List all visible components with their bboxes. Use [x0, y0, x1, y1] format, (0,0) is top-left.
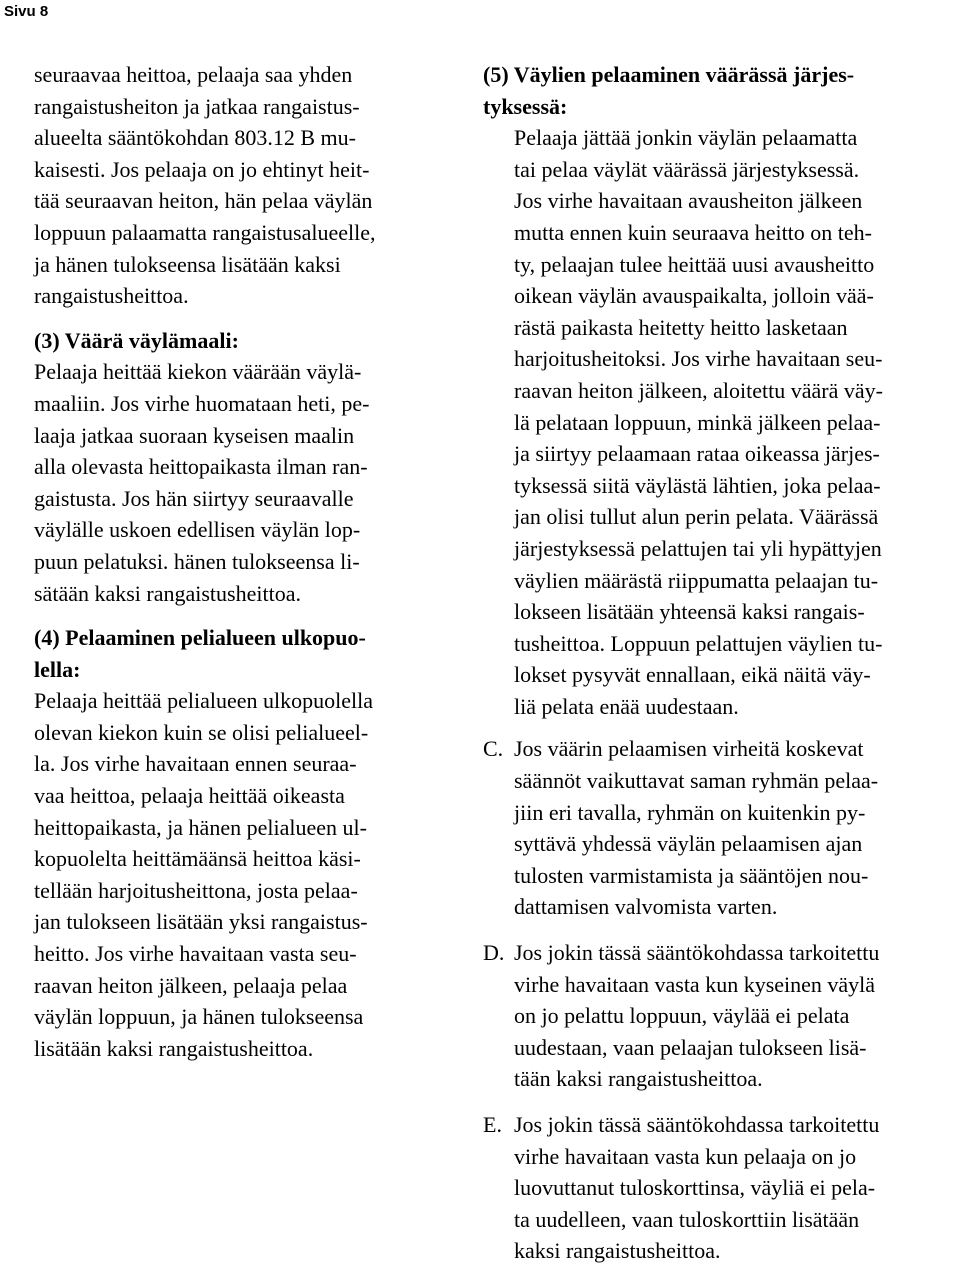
text-line: tusheittoa. Loppuun pelattujen väylien tu- [514, 630, 883, 656]
text-line: väylän loppuun, ja hänen tulokseensa [34, 1004, 364, 1030]
text-line: ty, pelaajan tulee heittää uusi avausheitto [514, 251, 875, 277]
text-line: kaksi rangaistusheittoa. [514, 1238, 721, 1264]
text-line: raavan heiton jälkeen, aloitettu väärä väy- [514, 377, 883, 403]
text-line: heittopaikasta, ja hänen pelialueen ul- [34, 814, 367, 840]
right-column [483, 59, 938, 1267]
text-line: Jos väärin pelaamisen virheitä koskevat [514, 736, 864, 762]
text-line: Jos jokin tässä sääntökohdassa tarkoitettu [514, 1112, 880, 1137]
text-line: tyksessä siitä väylästä lähtien, joka pelaa- [514, 472, 881, 498]
text-line: jan olisi tullut alun perin pelata. Väärässä [514, 504, 879, 530]
text-line: sätään kaksi rangaistusheittoa. [34, 580, 301, 606]
text-line: kaisesti. Jos pelaaja on jo ehtinyt heit- [34, 156, 370, 182]
text-line: väylien määrästä riippumatta pelaajan tu- [514, 567, 879, 593]
item-e-marker: E. [483, 1112, 502, 1137]
text-line: virhe havaitaan vasta kun pelaaja on jo [514, 1143, 857, 1169]
text-line: dattamisen valvomista varten. [514, 894, 778, 920]
text-line: seuraavaa heittoa, pelaaja saa yhden [34, 62, 353, 87]
text-line: vaa heittoa, pelaaja heittää oikeasta [34, 783, 345, 809]
text-line: olevan kiekon kuin se olisi pelialueel- [34, 719, 369, 745]
text-line: Jos jokin tässä sääntökohdassa tarkoitettu [514, 940, 880, 966]
text-line: maaliin. Jos virhe huomataan heti, pe- [34, 390, 370, 416]
text-line: Pelaaja heittää pelialueen ulkopuolella [34, 688, 374, 714]
text-line: raavan heiton jälkeen, pelaaja pelaa [34, 972, 348, 998]
text-line: väylälle uskoen edellisen väylän lop- [34, 517, 361, 543]
item-d [483, 937, 938, 1095]
text-line: laaja jatkaa suoraan kyseisen maalin [34, 422, 355, 448]
text-line: Pelaaja heittää kiekon väärään väylä- [34, 359, 362, 385]
text-line: ta uudelleen, vaan tuloskorttiin lisätään [514, 1206, 860, 1232]
section-4-heading: (4) Pelaaminen pelialueen ulkopuo- [34, 625, 366, 651]
text-line: Pelaaja jättää jonkin väylän pelaamatta [514, 125, 858, 151]
section-5-heading: (5) Väylien pelaaminen väärässä järjes- [483, 62, 855, 87]
text-line: harjoitusheitoksi. Jos virhe havaitaan seu- [514, 346, 883, 372]
text-line: rangaistusheittoa. [34, 283, 189, 309]
text-line: syttävä yhdessä väylän pelaamisen ajan [514, 831, 863, 857]
text-line: la. Jos virhe havaitaan ennen seuraa- [34, 751, 357, 777]
text-line: tulosten varmistamista ja sääntöjen nou- [514, 862, 869, 888]
text-line: loppuun palaamatta rangaistusalueelle, [34, 219, 376, 245]
text-line: luovuttanut tuloskorttinsa, väyliä ei pela- [514, 1175, 876, 1201]
text-line: heitto. Jos virhe havaitaan vasta seu- [34, 941, 357, 967]
section-3-heading: (3) Väärä väylämaali: [34, 327, 239, 353]
text-line: säännöt vaikuttavat saman ryhmän pelaa- [514, 768, 879, 794]
text-line: ja siirtyy pelaamaan rataa oikeassa järjes- [514, 441, 880, 467]
page-header [0, 0, 960, 24]
text-line: uudestaan, vaan pelaajan tulokseen lisä- [514, 1034, 867, 1060]
section-4 [34, 622, 454, 1064]
text-line: gaistusta. Jos hän siirtyy seuraavalle [34, 485, 354, 511]
text-line: alueelta sääntökohdan 803.12 B mu- [34, 125, 356, 151]
item-d-marker: D. [483, 940, 505, 966]
item-c [483, 733, 938, 923]
item-c-body [483, 733, 938, 923]
text-line: lä pelataan loppuun, minkä jälkeen pelaa- [514, 409, 881, 435]
text-line: Jos virhe havaitaan avausheiton jälkeen [514, 188, 863, 214]
text-line: rästä paikasta heitetty heitto lasketaan [514, 314, 848, 340]
intro-paragraph [34, 59, 454, 312]
text-line: puun pelatuksi. hänen tulokseensa li- [34, 548, 360, 574]
text-line: tellään harjoitusheittona, josta pelaa- [34, 877, 358, 903]
section-3 [34, 325, 454, 609]
text-line: kopuolelta heittämäänsä heittoa käsi- [34, 846, 361, 872]
text-line: tai pelaa väylät väärässä järjestyksessä. [514, 156, 860, 182]
text-line: liä pelata enää uudestaan. [514, 693, 739, 719]
text-line: järjestyksessä pelattujen tai yli hypättyjen [514, 535, 882, 561]
text-line: virhe havaitaan vasta kun kyseinen väylä [514, 971, 876, 997]
section-5 [483, 59, 938, 722]
item-d-body [483, 937, 938, 1095]
text-line: mutta ennen kuin seuraava heitto on teh- [514, 219, 872, 245]
item-c-marker: C. [483, 736, 504, 762]
text-line: tään kaksi rangaistusheittoa. [514, 1066, 763, 1092]
text-line: lokset pysyvät ennallaan, eikä näitä väy- [514, 662, 871, 688]
text-line: alla olevasta heittopaikasta ilman ran- [34, 454, 368, 480]
text-line: tää seuraavan heiton, hän pelaa väylän [34, 188, 373, 214]
text-line: ja hänen tulokseensa lisätään kaksi [34, 251, 341, 277]
left-column [34, 59, 454, 1064]
text-line: lisätään kaksi rangaistusheittoa. [34, 1035, 314, 1061]
text-line: rangaistusheiton ja jatkaa rangaistus- [34, 93, 360, 119]
section-5-body [483, 122, 938, 722]
item-e-body [483, 1109, 938, 1267]
section-4-heading: lella: [34, 656, 81, 682]
text-line: on jo pelattu loppuun, väylää ei pelata [514, 1003, 850, 1029]
text-line: lokseen lisätään yhteensä kaksi rangais- [514, 599, 865, 625]
item-e [483, 1109, 938, 1267]
page-number-label: Sivu 8 [0, 0, 56, 24]
text-line: jiin eri tavalla, ryhmän on kuitenkin py- [514, 799, 866, 825]
section-5-heading: tyksessä: [483, 93, 568, 119]
text-line: jan tulokseen lisätään yksi rangaistus- [34, 909, 368, 935]
text-line: oikean väylän avauspaikalta, jolloin vää- [514, 283, 874, 309]
